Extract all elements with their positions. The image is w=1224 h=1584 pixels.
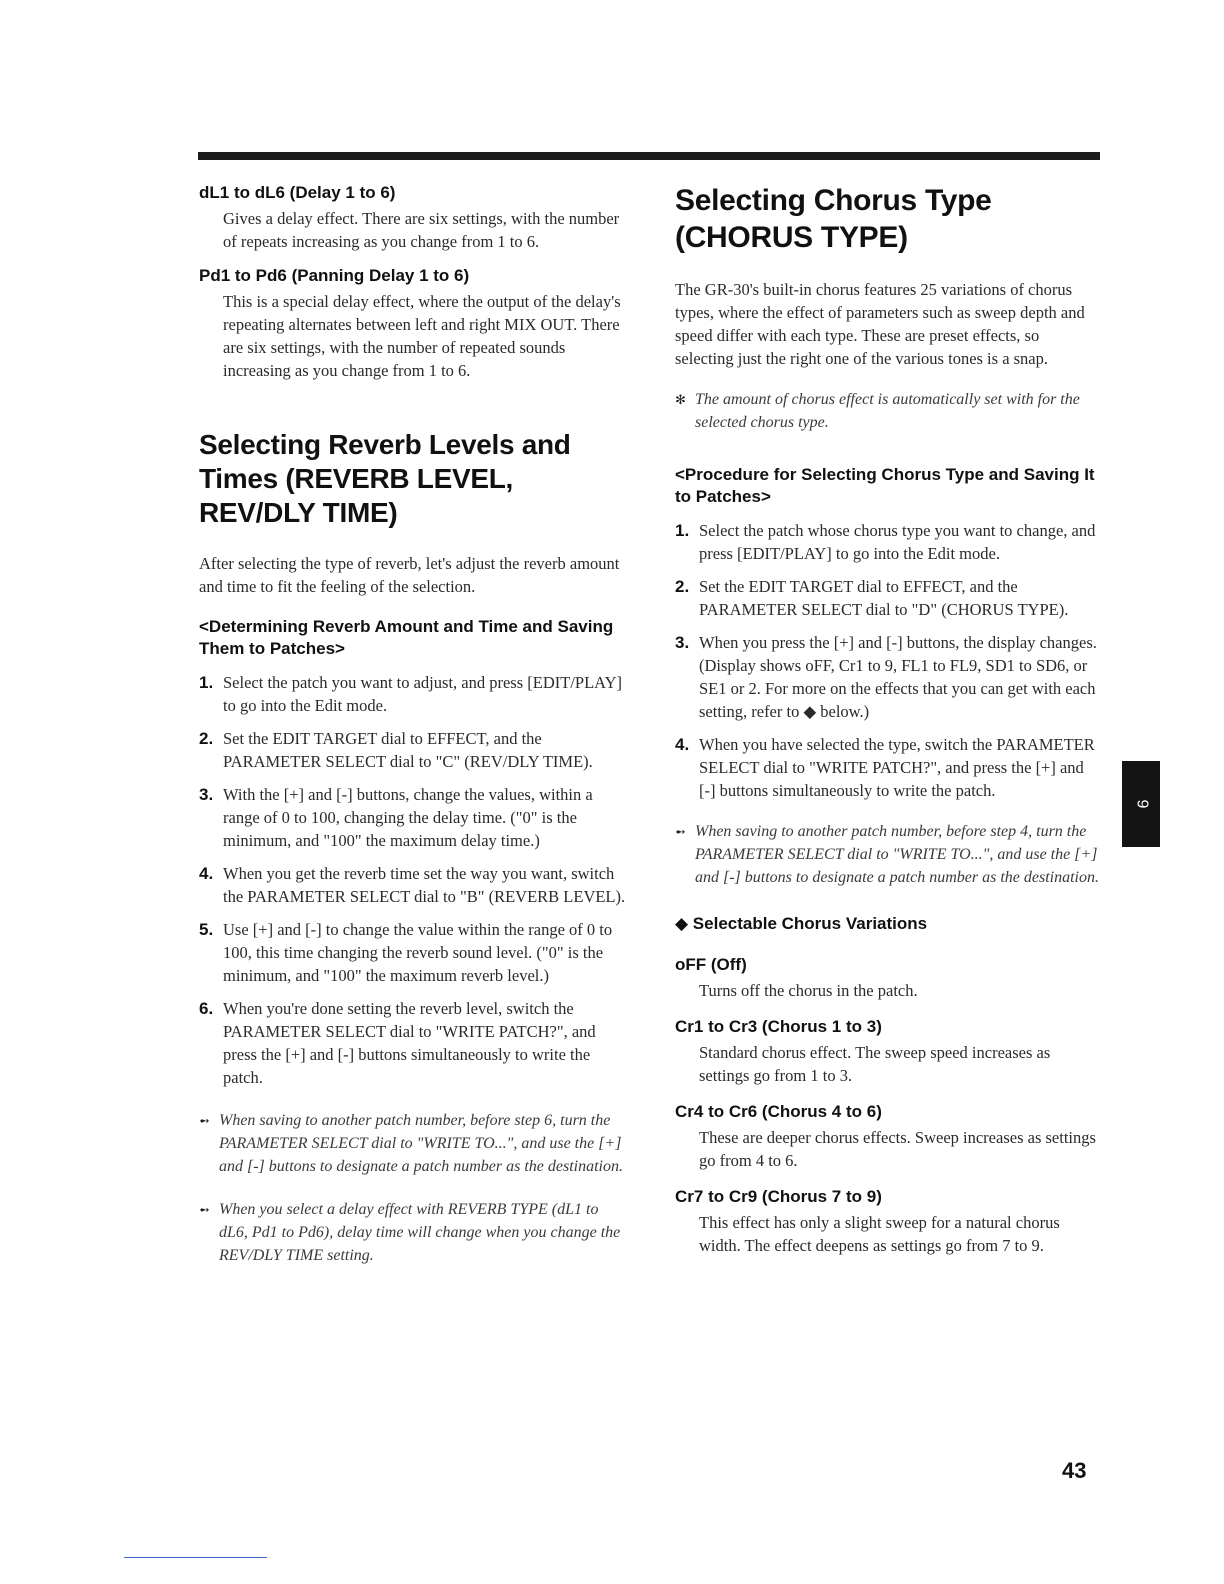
variations-heading: ◆ Selectable Chorus Variations bbox=[675, 914, 928, 933]
note-text: The amount of chorus effect is automatically set with for the selected chorus type. bbox=[695, 391, 1080, 431]
variation-text: Turns off the chorus in the patch. bbox=[699, 981, 918, 1000]
step-text: Select the patch you want to adjust, and press [EDIT/PLAY] to go into the Edit mode. bbox=[223, 673, 622, 715]
chapter-tab-number: 9 bbox=[1133, 799, 1150, 809]
variation-heading: Cr7 to Cr9 (Chorus 7 to 9) bbox=[675, 1187, 882, 1206]
reverb-steps bbox=[199, 671, 627, 1089]
step-number: 2. bbox=[199, 729, 214, 748]
reverb-procedure-heading: <Determining Reverb Amount and Time and Saving Them to Patches> bbox=[199, 617, 614, 658]
chorus-procedure-heading: <Procedure for Selecting Chorus Type and Saving It to Patches> bbox=[675, 465, 1095, 506]
step-text: When you get the reverb time set the way you want, switch the PARAMETER SELECT dial to "B" (REVERB LEVEL). bbox=[223, 864, 626, 906]
arrow-note-icon: ➻ bbox=[675, 824, 686, 839]
chapter-tab bbox=[1122, 761, 1160, 847]
step-item bbox=[675, 519, 1099, 565]
delay-heading: dL1 to dL6 (Delay 1 to 6) bbox=[199, 183, 396, 202]
step-number: 1. bbox=[675, 521, 690, 540]
step-number: 6. bbox=[199, 999, 214, 1018]
step-number: 3. bbox=[199, 785, 214, 804]
reverb-section-title: Selecting Reverb Levels and Times (REVERB LEVEL, REV/DLY TIME) bbox=[199, 429, 571, 528]
variation-text: Standard chorus effect. The sweep speed increases as settings go from 1 to 3. bbox=[699, 1043, 1051, 1085]
step-item bbox=[199, 997, 627, 1089]
step-number: 4. bbox=[199, 864, 214, 883]
note bbox=[675, 820, 1099, 889]
step-text: When you're done setting the reverb level, switch the PARAMETER SELECT dial to "WRITE PATCH?", and press the [+] and [-] buttons simultaneously to write the patch. bbox=[223, 999, 596, 1087]
left-column bbox=[199, 182, 627, 1267]
bottom-rule bbox=[124, 1557, 267, 1558]
variation-heading: Cr1 to Cr3 (Chorus 1 to 3) bbox=[675, 1017, 882, 1036]
step-text: When you press the [+] and [-] buttons, the display changes. (Display shows oFF, Cr1 to 9, FL1 to FL9, SD1 to SD6, or SE1 or 2. For more on the effects that you can get with each setting, refer to ◆ below.) bbox=[699, 633, 1097, 721]
variation-heading: oFF (Off) bbox=[675, 955, 747, 974]
step-text: Select the patch whose chorus type you want to change, and press [EDIT/PLAY] to go into the Edit mode. bbox=[699, 521, 1096, 563]
step-item bbox=[199, 918, 627, 987]
right-column bbox=[675, 182, 1099, 1257]
asterisk-icon: ✻ bbox=[675, 392, 686, 407]
step-number: 5. bbox=[199, 920, 214, 939]
step-item bbox=[199, 671, 627, 717]
step-text: When you have selected the type, switch the PARAMETER SELECT dial to "WRITE PATCH?", and press the [+] and [-] buttons simultaneously to write the patch. bbox=[699, 735, 1095, 800]
chorus-steps bbox=[675, 519, 1099, 802]
note bbox=[199, 1198, 627, 1267]
note-text: When you select a delay effect with REVERB TYPE (dL1 to dL6, Pd1 to Pd6), delay time will change when you change the REV/DLY TIME setting. bbox=[219, 1201, 621, 1264]
variation-text: This effect has only a slight sweep for a natural chorus width. The effect deepens as settings go from 7 to 9. bbox=[699, 1213, 1060, 1255]
delay-text: Gives a delay effect. There are six settings, with the number of repeats increasing as you change from 1 to 6. bbox=[223, 209, 620, 251]
step-text: Set the EDIT TARGET dial to EFFECT, and the PARAMETER SELECT dial to "C" (REV/DLY TIME). bbox=[223, 729, 593, 771]
step-item bbox=[199, 862, 627, 908]
panning-delay-heading: Pd1 to Pd6 (Panning Delay 1 to 6) bbox=[199, 266, 470, 285]
variation-text: These are deeper chorus effects. Sweep increases as settings go from 4 to 6. bbox=[699, 1128, 1096, 1170]
top-rule bbox=[198, 152, 1100, 160]
chorus-intro: The GR-30's built-in chorus features 25 variations of chorus types, where the effect of parameters such as sweep depth and speed differ with each type. These are preset effects, so selecting just the right one of the various tones is a snap. bbox=[675, 280, 1085, 368]
chorus-section-title: Selecting Chorus Type (CHORUS TYPE) bbox=[675, 184, 992, 254]
note-text: When saving to another patch number, before step 4, turn the PARAMETER SELECT dial to "WRITE TO...", and use the [+] and [-] buttons to designate a patch number as the destination. bbox=[695, 823, 1099, 886]
arrow-note-icon: ➻ bbox=[199, 1113, 210, 1128]
step-text: Set the EDIT TARGET dial to EFFECT, and the PARAMETER SELECT dial to "D" (CHORUS TYPE). bbox=[699, 577, 1069, 619]
step-number: 4. bbox=[675, 735, 690, 754]
step-item bbox=[199, 783, 627, 852]
variation-heading: Cr4 to Cr6 (Chorus 4 to 6) bbox=[675, 1102, 882, 1121]
note-text: When saving to another patch number, before step 6, turn the PARAMETER SELECT dial to "WRITE TO...", and use the [+] and [-] buttons to designate a patch number as the destination. bbox=[219, 1112, 623, 1175]
panning-delay-text: This is a special delay effect, where the output of the delay's repeating alternates between left and right MIX OUT. There are six settings, with the number of repeated sounds increasing as you change from 1 to 6. bbox=[223, 292, 621, 380]
step-item bbox=[199, 727, 627, 773]
step-number: 3. bbox=[675, 633, 690, 652]
step-item bbox=[675, 631, 1099, 723]
step-item bbox=[675, 575, 1099, 621]
arrow-note-icon: ➻ bbox=[199, 1202, 210, 1217]
reverb-intro: After selecting the type of reverb, let's adjust the reverb amount and time to fit the feeling of the selection. bbox=[199, 554, 620, 596]
step-text: Use [+] and [-] to change the value within the range of 0 to 100, this time changing the reverb sound level. ("0" is the minimum, and "100" the maximum reverb level.) bbox=[223, 920, 613, 985]
star-note bbox=[675, 388, 1099, 434]
page-number: 43 bbox=[1062, 1458, 1087, 1483]
step-number: 1. bbox=[199, 673, 214, 692]
step-text: With the [+] and [-] buttons, change the values, within a range of 0 to 100, changing the delay time. ("0" is the minimum, and "100" the maximum delay time.) bbox=[223, 785, 593, 850]
note bbox=[199, 1109, 627, 1178]
step-item bbox=[675, 733, 1099, 802]
step-number: 2. bbox=[675, 577, 690, 596]
